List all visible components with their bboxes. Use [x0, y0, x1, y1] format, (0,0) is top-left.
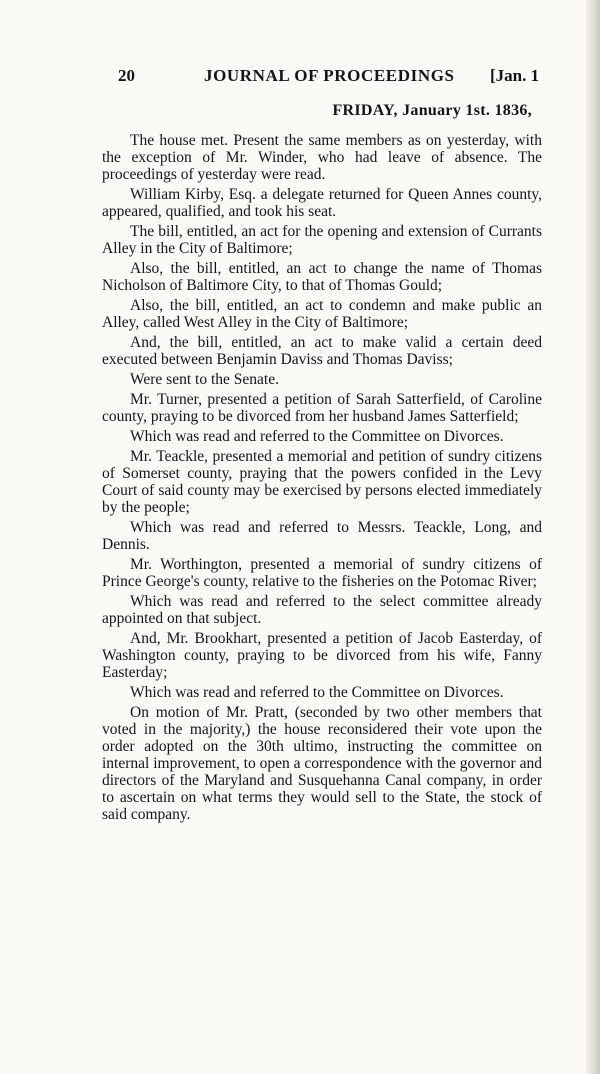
paragraph: The bill, entitled, an act for the opening and extension of Currants Alley in the City of Baltimore; — [102, 223, 542, 257]
paragraph: Which was read and referred to the Committee on Divorces. — [130, 684, 504, 701]
paragraph: Were sent to the Senate. — [130, 371, 279, 388]
paragraph: And, Mr. Brookhart, presented a petition of Jacob Easterday, of Washington county, praying to be divorced from his wife, Fanny Easterday; — [102, 630, 542, 681]
paragraph: Which was read and referred to the select committee already appointed on that subject. — [102, 593, 542, 627]
session-dateline: FRIDAY, January 1st. 1836, — [332, 102, 532, 119]
running-date: [Jan. 1 — [490, 66, 540, 85]
running-head: JOURNAL OF PROCEEDINGS — [204, 66, 455, 85]
page-edge — [586, 0, 600, 1074]
paragraph: Also, the bill, entitled, an act to condemn and make public an Alley, called West Alley in the City of Baltimore; — [102, 297, 542, 331]
page-header — [102, 66, 542, 96]
paragraph: On motion of Mr. Pratt, (seconded by two other members that voted in the majority,) the house reconsidered their vote upon the order adopted on the 30th ultimo, instructing the committee on internal improvement, to open a correspondence with the governor and directors of the Maryland and Susquehanna Canal company, in order to ascertain on what terms they would sell to the State, the stock of said company. — [102, 704, 542, 823]
paragraph: Which was read and referred to Messrs. Teackle, Long, and Dennis. — [102, 519, 542, 553]
paragraph: Mr. Worthington, presented a memorial of sundry citizens of Prince George's county, relative to the fisheries on the Potomac River; — [102, 556, 542, 590]
proceedings-text — [102, 132, 542, 823]
paragraph: And, the bill, entitled, an act to make valid a certain deed executed between Benjamin Daviss and Thomas Daviss; — [102, 334, 542, 368]
page-number: 20 — [118, 66, 135, 85]
paragraph: Mr. Turner, presented a petition of Sarah Satterfield, of Caroline county, praying to be divorced from her husband James Satterfield; — [102, 391, 542, 425]
paragraph: The house met. Present the same members as on yesterday, with the exception of Mr. Winder, who had leave of absence. The proceedings of yesterday were read. — [102, 132, 542, 183]
paragraph: Mr. Teackle, presented a memorial and petition of sundry citizens of Somerset county, praying that the powers confided in the Levy Court of said county may be exercised by persons elected immediately by the people; — [102, 448, 542, 516]
paragraph: William Kirby, Esq. a delegate returned for Queen Annes county, appeared, qualified, and took his seat. — [102, 186, 542, 220]
paragraph: Which was read and referred to the Committee on Divorces. — [130, 428, 504, 445]
journal-page — [102, 66, 542, 826]
paragraph: Also, the bill, entitled, an act to change the name of Thomas Nicholson of Baltimore City, to that of Thomas Gould; — [102, 260, 542, 294]
